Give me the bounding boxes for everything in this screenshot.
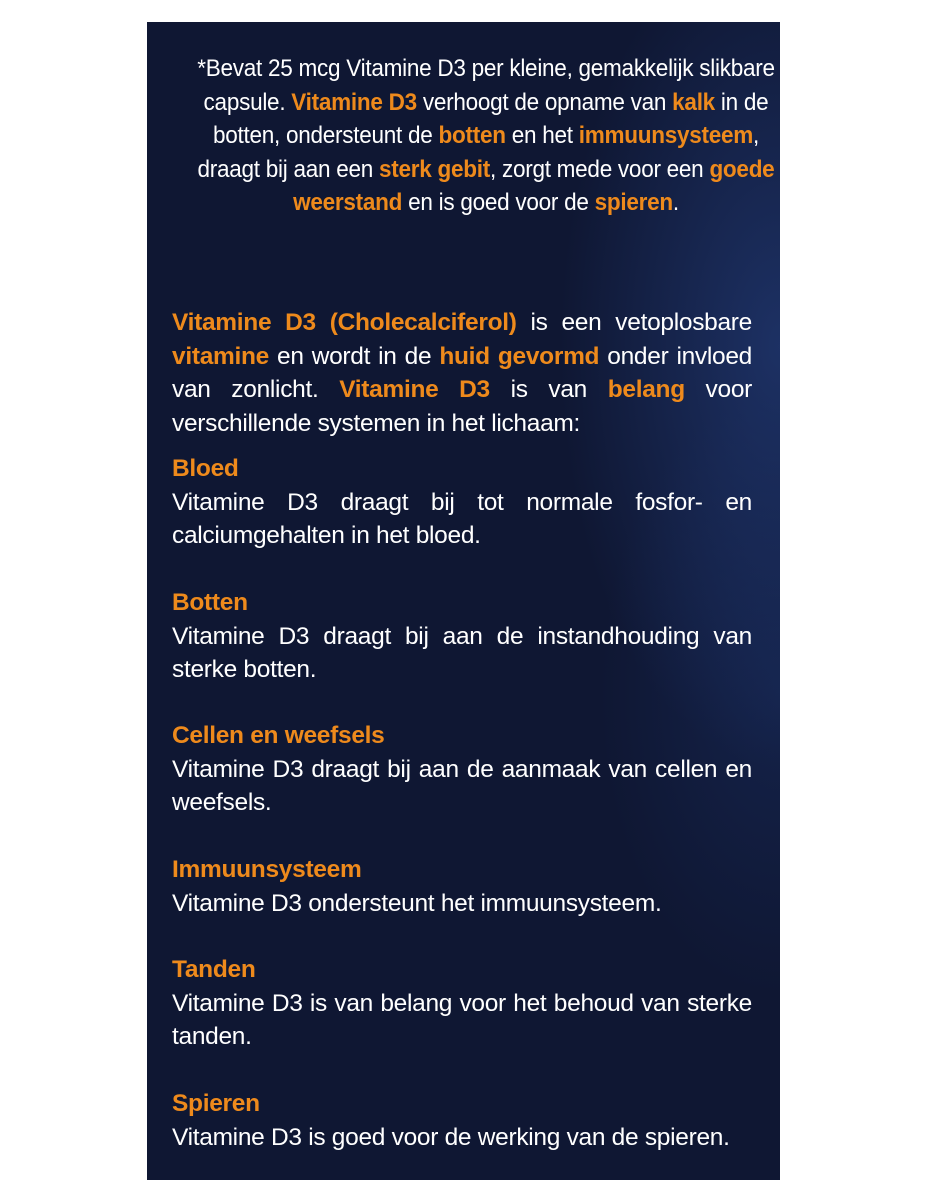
section-botten (172, 586, 752, 687)
product-info-panel (147, 22, 780, 1180)
section-text: Vitamine D3 is goed voor de werking van de spieren. (172, 1123, 730, 1151)
description-paragraph (172, 306, 752, 440)
intro-text: . (672, 189, 679, 216)
section-title: Cellen en weefsels (172, 722, 385, 749)
section-text: Vitamine D3 draagt bij tot normale fosfor- en calciumgehalten in het bloed. (172, 488, 752, 549)
intro-text: , zorgt mede voor een (489, 155, 710, 183)
section-title: Tanden (172, 956, 256, 983)
intro-highlight: immuunsysteem (578, 122, 754, 149)
intro-text: , draagt bij aan een (197, 122, 759, 183)
description-highlight: belang (607, 376, 685, 403)
section-title: Bloed (172, 455, 239, 482)
description-text: en wordt in de (269, 342, 440, 370)
section-spieren (172, 1087, 752, 1154)
intro-text: in de botten, ondersteunt de (213, 88, 769, 149)
section-immuunsysteem (172, 853, 752, 920)
intro-highlight: goede weerstand (293, 155, 775, 216)
intro-highlight: spieren (594, 189, 673, 216)
intro-highlight: botten (438, 122, 506, 149)
section-title: Spieren (172, 1090, 260, 1117)
section-cellen-en-weefsels (172, 719, 752, 820)
section-bloed (172, 452, 752, 553)
description-highlight: Vitamine D3 (339, 376, 490, 403)
intro-text: verhoogt de opname van (416, 88, 673, 116)
section-tanden (172, 953, 752, 1054)
section-text: Vitamine D3 ondersteunt het immuunsysteem. (172, 889, 662, 917)
section-text: Vitamine D3 draagt bij aan de aanmaak van cellen en weefsels. (172, 755, 752, 816)
intro-highlight: Vitamine D3 (291, 88, 417, 116)
description-highlight: Vitamine D3 (Cholecalciferol) (172, 309, 517, 336)
intro-paragraph (197, 52, 775, 220)
section-title: Botten (172, 589, 248, 616)
intro-highlight: sterk gebit (379, 155, 490, 183)
intro-text: en het (505, 122, 579, 149)
description-text: is een vetoplosbare (516, 309, 752, 336)
section-text: Vitamine D3 is van belang voor het behoud van sterke tanden. (172, 989, 752, 1050)
section-title: Immuunsysteem (172, 856, 362, 883)
intro-text: *Bevat 25 mcg Vitamine D3 per kleine, gemakkelijk slikbare capsule. (197, 55, 775, 116)
description-highlight: vitamine (172, 342, 269, 370)
section-text: Vitamine D3 draagt bij aan de instandhouding van sterke botten. (172, 622, 752, 683)
intro-highlight: kalk (672, 88, 715, 116)
intro-text: en is goed voor de (402, 189, 595, 216)
description-highlight: huid gevormd (439, 342, 600, 370)
description-text: is van (489, 376, 608, 403)
description-text: voor verschillende systemen in het lichaam: (172, 376, 753, 437)
description-text: onder invloed van zonlicht. (172, 342, 752, 403)
